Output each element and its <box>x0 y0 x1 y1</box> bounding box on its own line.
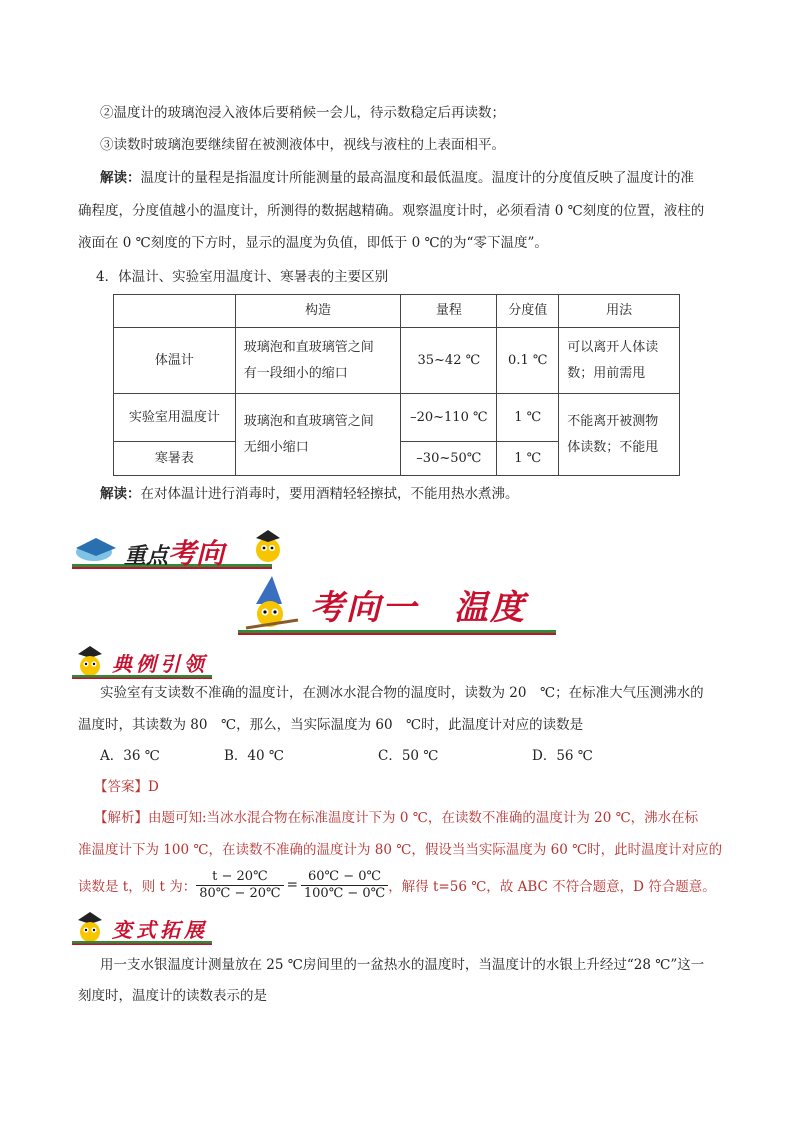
table-cell: 1 ℃ <box>497 442 559 476</box>
table-row <box>114 328 680 394</box>
note-text: 在对体温计进行消毒时，要用酒精轻轻擦拭，不能用热水煮沸。 <box>140 486 519 502</box>
section-title: 4．体温计、实验室用温度计、寒暑表的主要区别 <box>96 269 389 285</box>
cell-line: 玻璃泡和直玻璃管之间 <box>243 413 374 429</box>
option-c: C．50 ℃ <box>378 748 439 764</box>
intro-line-2: ③读数时玻璃泡要继续留在被测液体中，视线与液柱的上表面相平。 <box>100 137 505 153</box>
cell-line: 有一段细小的缩口 <box>243 365 348 381</box>
cell-line: 可以离开人体读 <box>567 339 659 355</box>
table-header-cell: 量程 <box>401 295 497 328</box>
table-cell: 寒暑表 <box>114 442 236 476</box>
table-cell: 体温计 <box>114 328 236 394</box>
table-cell: 实验室用温度计 <box>114 394 236 442</box>
fraction-numerator: 60℃ − 0℃ <box>301 869 388 886</box>
example-q-line-2: 温度时，其读数为 80 ℃，那么，当实际温度为 60 ℃时，此温度计对应的读数是 <box>78 717 584 733</box>
cell-line: 数；用前需甩 <box>567 365 646 381</box>
table-header-cell <box>114 295 236 328</box>
analysis-line-2: 准温度计下为 100 ℃，在读数不准确的温度计为 80 ℃，假设当当实际温度为 60 ℃时，此时温度计对应的 <box>78 842 723 858</box>
note-text: 温度计的量程是指温度计所能测量的最高温度和最低温度。温度计的分度值反映了温度计的准 <box>140 170 694 186</box>
fraction-denominator: 80℃ − 20℃ <box>199 885 281 901</box>
analysis-text: ，解得 t=56 ℃，故 ABC 不符合题意，D 符合题意。 <box>388 879 716 895</box>
variant-q-line-2: 刻度时，温度计的读数表示的是 <box>78 988 267 1004</box>
analysis-text: 由题可知:当冰水混合物在标准温度计下为 0 ℃，在读数不准确的温度计为 20 ℃，沸水在标 <box>148 810 699 826</box>
table-cell <box>559 328 680 394</box>
table-header-cell: 分度值 <box>497 295 559 328</box>
analysis-line-3 <box>78 864 716 906</box>
note-label: 解读： <box>100 170 141 186</box>
cell-line: 体读数；不能甩 <box>567 439 659 455</box>
cell-line: 不能离开被测物 <box>567 413 659 429</box>
banner-title-part: 考向 <box>168 537 225 570</box>
table-header-cell: 构造 <box>235 295 401 328</box>
key-direction-banner <box>72 526 282 572</box>
note-label: 解读： <box>100 486 141 502</box>
example-banner <box>72 644 222 680</box>
table-cell: 0.1 ℃ <box>497 328 559 394</box>
table-cell: –20~110 ℃ <box>401 394 497 442</box>
option-d: D．56 ℃ <box>532 748 593 764</box>
fraction-denominator: 100℃ − 0℃ <box>303 885 386 901</box>
banner-title-part: 重点 <box>124 543 169 569</box>
table-cell <box>559 394 680 476</box>
analysis-label: 【解析】 <box>94 810 148 826</box>
note1-line-3: 液面在 0 ℃刻度的下方时，显示的温度为负值，即低于 0 ℃的为“零下温度”。 <box>78 235 548 251</box>
banner-title <box>124 532 224 572</box>
variant-title: 变式拓展 <box>112 918 208 942</box>
analysis-line-1 <box>94 808 698 828</box>
option-b: B．40 ℃ <box>224 748 284 764</box>
table-cell: 1 ℃ <box>497 394 559 442</box>
fraction <box>196 869 283 902</box>
variant-banner <box>72 910 222 946</box>
comparison-table <box>113 294 680 476</box>
analysis-text: 读数是 t，则 t 为： <box>78 879 197 895</box>
note1-line-1 <box>100 168 694 188</box>
fraction-numerator: t − 20℃ <box>196 869 283 886</box>
note1-line-2: 确程度，分度值越小的温度计，所测得的数据越精确。观察温度计时，必须看清 0 ℃刻度的位置，液柱的 <box>78 203 705 219</box>
equals-sign: = <box>286 877 298 893</box>
variant-q-line-1: 用一支水银温度计测量放在 25 ℃房间里的一盆热水的温度时，当温度计的水银上升经过“28 ℃”这一 <box>100 957 705 973</box>
fraction <box>301 869 388 902</box>
table-row <box>114 394 680 442</box>
table-cell: 35~42 ℃ <box>401 328 497 394</box>
topic-banner <box>238 574 558 636</box>
table-cell: –30~50℃ <box>401 442 497 476</box>
topic-title: 考向一 温度 <box>310 588 526 628</box>
intro-line-1: ②温度计的玻璃泡浸入液体后要稍候一会儿，待示数稳定后再读数； <box>100 105 505 121</box>
note2-line <box>100 484 519 504</box>
option-a: A．36 ℃ <box>100 748 160 764</box>
table-cell <box>235 394 401 476</box>
answer-value: D <box>148 779 159 795</box>
cell-line: 玻璃泡和直玻璃管之间 <box>243 339 374 355</box>
table-header-row <box>114 295 680 328</box>
example-title: 典例引领 <box>112 652 208 676</box>
example-q-line-1: 实验室有支读数不准确的温度计，在测冰水混合物的温度时，读数为 20 ℃；在标准大气压测沸水的 <box>100 685 704 701</box>
cell-line: 无细小缩口 <box>243 439 309 455</box>
options-row <box>100 746 620 766</box>
table-cell <box>235 328 401 394</box>
table-header-cell: 用法 <box>559 295 680 328</box>
answer-line <box>94 777 159 797</box>
answer-label: 【答案】 <box>94 779 148 795</box>
